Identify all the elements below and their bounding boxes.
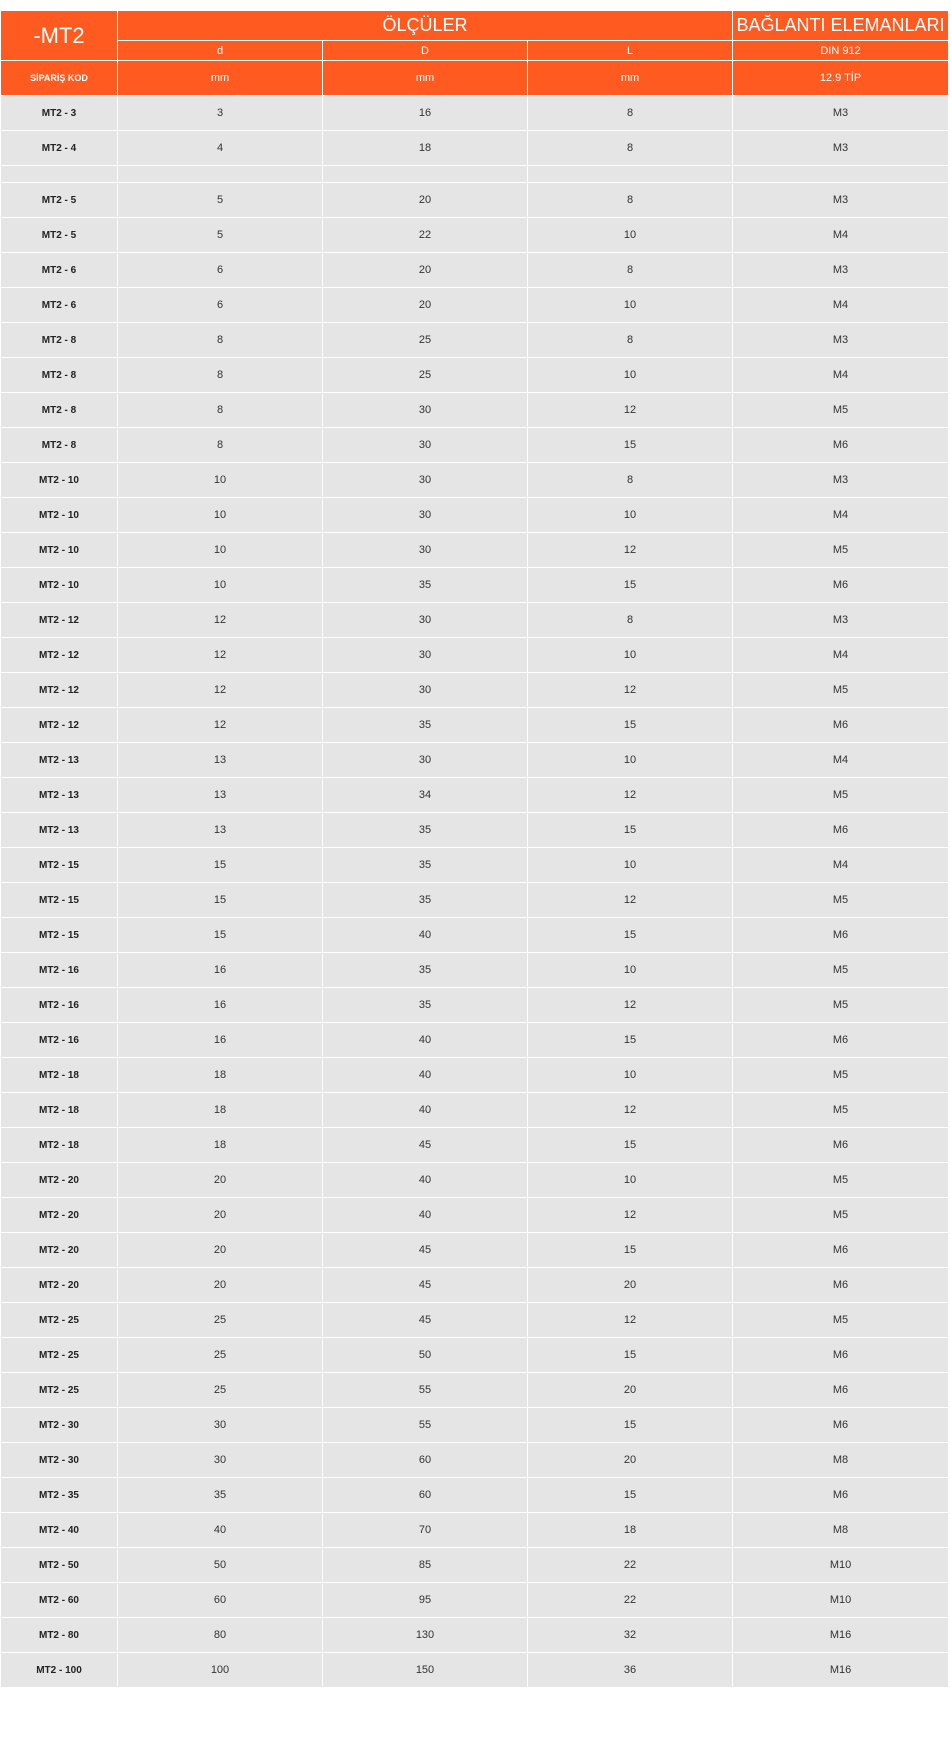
L-value-cell: 22: [528, 1548, 733, 1583]
order-code-cell: MT2 - 15: [1, 883, 118, 918]
bolt-size-cell: M5: [733, 1093, 949, 1128]
L-value-cell: 8: [528, 96, 733, 131]
series-title: -MT2: [1, 11, 118, 61]
d-value-cell: 3: [118, 96, 323, 131]
order-code-cell: MT2 - 20: [1, 1268, 118, 1303]
table-row: [1, 708, 949, 743]
L-value-cell: 10: [528, 638, 733, 673]
spec-table-body: [1, 96, 949, 1688]
D-value-cell: 30: [323, 673, 528, 708]
L-value-cell: 10: [528, 498, 733, 533]
d-value-cell: 20: [118, 1268, 323, 1303]
bolt-size-cell: [733, 166, 949, 183]
order-code-cell: MT2 - 4: [1, 131, 118, 166]
table-row: [1, 1338, 949, 1373]
d-value-cell: 16: [118, 953, 323, 988]
d-value-cell: 5: [118, 183, 323, 218]
d-value-cell: 20: [118, 1233, 323, 1268]
table-row: [1, 218, 949, 253]
bolt-size-cell: M5: [733, 393, 949, 428]
L-value-cell: 10: [528, 1163, 733, 1198]
order-code-cell: MT2 - 12: [1, 603, 118, 638]
D-value-cell: 35: [323, 813, 528, 848]
column-header-D: D: [323, 41, 528, 61]
table-row: [1, 603, 949, 638]
bolt-size-cell: M5: [733, 778, 949, 813]
bolt-size-cell: M5: [733, 988, 949, 1023]
d-value-cell: 12: [118, 603, 323, 638]
table-row: [1, 1408, 949, 1443]
D-value-cell: 150: [323, 1653, 528, 1688]
table-row: [1, 673, 949, 708]
order-code-cell: MT2 - 6: [1, 288, 118, 323]
d-value-cell: 5: [118, 218, 323, 253]
d-value-cell: 50: [118, 1548, 323, 1583]
L-value-cell: 8: [528, 463, 733, 498]
order-code-cell: MT2 - 10: [1, 463, 118, 498]
order-code-cell: MT2 - 8: [1, 393, 118, 428]
bolt-size-cell: M6: [733, 1128, 949, 1163]
L-value-cell: 10: [528, 288, 733, 323]
table-row: [1, 183, 949, 218]
d-value-cell: 12: [118, 708, 323, 743]
d-value-cell: 25: [118, 1303, 323, 1338]
L-value-cell: 20: [528, 1373, 733, 1408]
D-value-cell: 35: [323, 568, 528, 603]
order-code-cell: MT2 - 100: [1, 1653, 118, 1688]
order-code-cell: MT2 - 30: [1, 1408, 118, 1443]
order-code-cell: MT2 - 13: [1, 743, 118, 778]
L-value-cell: 8: [528, 131, 733, 166]
L-value-cell: 15: [528, 568, 733, 603]
D-value-cell: 35: [323, 883, 528, 918]
table-row: [1, 533, 949, 568]
order-code-cell: MT2 - 20: [1, 1163, 118, 1198]
order-code-cell: MT2 - 18: [1, 1128, 118, 1163]
table-row: [1, 253, 949, 288]
L-value-cell: 12: [528, 883, 733, 918]
D-value-cell: 40: [323, 1163, 528, 1198]
order-code-cell: MT2 - 5: [1, 218, 118, 253]
L-value-cell: 12: [528, 778, 733, 813]
bolt-size-cell: M8: [733, 1513, 949, 1548]
D-value-cell: 45: [323, 1128, 528, 1163]
table-row: [1, 131, 949, 166]
bolt-size-cell: M10: [733, 1548, 949, 1583]
D-value-cell: 34: [323, 778, 528, 813]
D-value-cell: 30: [323, 393, 528, 428]
table-row: [1, 1233, 949, 1268]
D-value-cell: 30: [323, 533, 528, 568]
d-value-cell: 10: [118, 568, 323, 603]
bolt-size-cell: M5: [733, 1303, 949, 1338]
D-value-cell: 40: [323, 918, 528, 953]
D-value-cell: 35: [323, 708, 528, 743]
table-row: [1, 1443, 949, 1478]
L-value-cell: 15: [528, 1338, 733, 1373]
order-code-header: SİPARİŞ KOD: [1, 61, 118, 96]
order-code-cell: MT2 - 10: [1, 498, 118, 533]
L-value-cell: 8: [528, 253, 733, 288]
D-value-cell: 50: [323, 1338, 528, 1373]
order-code-cell: MT2 - 30: [1, 1443, 118, 1478]
L-value-cell: 12: [528, 1303, 733, 1338]
table-row: [1, 848, 949, 883]
L-value-cell: 10: [528, 953, 733, 988]
L-value-cell: 36: [528, 1653, 733, 1688]
d-value-cell: 15: [118, 848, 323, 883]
bolt-size-cell: M4: [733, 358, 949, 393]
table-row: [1, 1128, 949, 1163]
D-value-cell: 25: [323, 323, 528, 358]
L-value-cell: 22: [528, 1583, 733, 1618]
unit-header-d: mm: [118, 61, 323, 96]
table-row: [1, 1373, 949, 1408]
order-code-cell: MT2 - 3: [1, 96, 118, 131]
bolt-size-cell: M4: [733, 218, 949, 253]
order-code-cell: MT2 - 15: [1, 848, 118, 883]
d-value-cell: 60: [118, 1583, 323, 1618]
D-value-cell: 30: [323, 498, 528, 533]
table-row: [1, 918, 949, 953]
bolt-size-cell: M6: [733, 1233, 949, 1268]
L-value-cell: 12: [528, 673, 733, 708]
bolt-size-cell: M6: [733, 428, 949, 463]
d-value-cell: 15: [118, 883, 323, 918]
D-value-cell: 18: [323, 131, 528, 166]
order-code-cell: MT2 - 20: [1, 1233, 118, 1268]
table-row: [1, 1478, 949, 1513]
d-value-cell: 6: [118, 288, 323, 323]
table-row: [1, 1653, 949, 1688]
d-value-cell: 8: [118, 393, 323, 428]
d-value-cell: 35: [118, 1478, 323, 1513]
bolt-size-cell: M10: [733, 1583, 949, 1618]
d-value-cell: 16: [118, 988, 323, 1023]
D-value-cell: 30: [323, 428, 528, 463]
order-code-cell: MT2 - 5: [1, 183, 118, 218]
d-value-cell: 40: [118, 1513, 323, 1548]
order-code-cell: MT2 - 50: [1, 1548, 118, 1583]
bolt-size-cell: M5: [733, 533, 949, 568]
column-header-L: L: [528, 41, 733, 61]
bolt-size-cell: M3: [733, 253, 949, 288]
header-row-columns: [1, 41, 949, 61]
order-code-cell: MT2 - 40: [1, 1513, 118, 1548]
d-value-cell: 8: [118, 428, 323, 463]
order-code-cell: MT2 - 12: [1, 673, 118, 708]
D-value-cell: 45: [323, 1233, 528, 1268]
bolt-size-cell: M4: [733, 743, 949, 778]
table-row: [1, 743, 949, 778]
D-value-cell: 60: [323, 1443, 528, 1478]
d-value-cell: 30: [118, 1443, 323, 1478]
table-row: [1, 428, 949, 463]
L-value-cell: 20: [528, 1443, 733, 1478]
d-value-cell: 13: [118, 813, 323, 848]
dimensions-group-header: ÖLÇÜLER: [118, 11, 733, 41]
d-value-cell: 12: [118, 638, 323, 673]
d-value-cell: 10: [118, 498, 323, 533]
bolt-size-cell: M5: [733, 883, 949, 918]
table-row: [1, 1023, 949, 1058]
table-row: [1, 1058, 949, 1093]
d-value-cell: 10: [118, 463, 323, 498]
d-value-cell: 25: [118, 1338, 323, 1373]
L-value-cell: 15: [528, 918, 733, 953]
table-row: [1, 638, 949, 673]
D-value-cell: 25: [323, 358, 528, 393]
table-row: [1, 883, 949, 918]
table-row: [1, 1303, 949, 1338]
L-value-cell: 15: [528, 813, 733, 848]
bolt-size-cell: M3: [733, 463, 949, 498]
bolt-size-cell: M4: [733, 638, 949, 673]
bolt-size-cell: M16: [733, 1618, 949, 1653]
order-code-cell: MT2 - 15: [1, 918, 118, 953]
d-value-cell: 18: [118, 1093, 323, 1128]
table-row: [1, 568, 949, 603]
d-value-cell: [118, 166, 323, 183]
table-row: [1, 1513, 949, 1548]
D-value-cell: 40: [323, 1093, 528, 1128]
bolt-size-cell: M6: [733, 918, 949, 953]
fastener-group-header: BAĞLANTI ELEMANLARI: [733, 11, 949, 41]
bolt-size-cell: M6: [733, 1338, 949, 1373]
bolt-size-cell: M6: [733, 1408, 949, 1443]
order-code-cell: MT2 - 16: [1, 953, 118, 988]
d-value-cell: 12: [118, 673, 323, 708]
order-code-cell: MT2 - 13: [1, 813, 118, 848]
table-row: [1, 323, 949, 358]
L-value-cell: [528, 166, 733, 183]
table-row: [1, 988, 949, 1023]
order-code-cell: MT2 - 25: [1, 1303, 118, 1338]
D-value-cell: [323, 166, 528, 183]
spec-table-header: [1, 11, 949, 96]
bolt-size-cell: M6: [733, 1023, 949, 1058]
D-value-cell: 20: [323, 288, 528, 323]
bolt-size-cell: M3: [733, 131, 949, 166]
d-value-cell: 6: [118, 253, 323, 288]
table-row: [1, 393, 949, 428]
table-row: [1, 1618, 949, 1653]
bolt-size-cell: M6: [733, 708, 949, 743]
L-value-cell: 10: [528, 848, 733, 883]
order-code-cell: MT2 - 13: [1, 778, 118, 813]
L-value-cell: 8: [528, 603, 733, 638]
D-value-cell: 35: [323, 848, 528, 883]
unit-header-L: mm: [528, 61, 733, 96]
bolt-size-cell: M6: [733, 1373, 949, 1408]
table-row: [1, 1198, 949, 1233]
L-value-cell: 12: [528, 1198, 733, 1233]
D-value-cell: 40: [323, 1198, 528, 1233]
D-value-cell: 95: [323, 1583, 528, 1618]
bolt-size-cell: M5: [733, 1198, 949, 1233]
L-value-cell: 10: [528, 743, 733, 778]
bolt-size-cell: M5: [733, 953, 949, 988]
table-row: [1, 358, 949, 393]
D-value-cell: 20: [323, 253, 528, 288]
table-spacer-row: [1, 166, 949, 183]
table-row: [1, 1093, 949, 1128]
d-value-cell: 16: [118, 1023, 323, 1058]
L-value-cell: 10: [528, 1058, 733, 1093]
D-value-cell: 30: [323, 743, 528, 778]
table-row: [1, 953, 949, 988]
table-row: [1, 96, 949, 131]
D-value-cell: 35: [323, 953, 528, 988]
D-value-cell: 45: [323, 1303, 528, 1338]
order-code-cell: MT2 - 16: [1, 988, 118, 1023]
L-value-cell: 10: [528, 218, 733, 253]
bolt-size-cell: M5: [733, 673, 949, 708]
order-code-cell: MT2 - 18: [1, 1058, 118, 1093]
order-code-cell: MT2 - 16: [1, 1023, 118, 1058]
table-row: [1, 778, 949, 813]
bolt-size-cell: M8: [733, 1443, 949, 1478]
d-value-cell: 30: [118, 1408, 323, 1443]
order-code-cell: [1, 166, 118, 183]
order-code-cell: MT2 - 60: [1, 1583, 118, 1618]
D-value-cell: 20: [323, 183, 528, 218]
D-value-cell: 85: [323, 1548, 528, 1583]
table-row: [1, 813, 949, 848]
d-value-cell: 4: [118, 131, 323, 166]
order-code-cell: MT2 - 80: [1, 1618, 118, 1653]
bolt-size-cell: M3: [733, 183, 949, 218]
L-value-cell: 10: [528, 358, 733, 393]
order-code-cell: MT2 - 6: [1, 253, 118, 288]
bolt-size-cell: M5: [733, 1163, 949, 1198]
order-code-cell: MT2 - 10: [1, 568, 118, 603]
order-code-cell: MT2 - 12: [1, 708, 118, 743]
bolt-size-cell: M6: [733, 568, 949, 603]
L-value-cell: 15: [528, 1023, 733, 1058]
L-value-cell: 15: [528, 1478, 733, 1513]
bolt-size-cell: M4: [733, 848, 949, 883]
L-value-cell: 32: [528, 1618, 733, 1653]
D-value-cell: 55: [323, 1373, 528, 1408]
unit-header-D: mm: [323, 61, 528, 96]
L-value-cell: 12: [528, 533, 733, 568]
D-value-cell: 16: [323, 96, 528, 131]
table-row: [1, 1268, 949, 1303]
order-code-cell: MT2 - 20: [1, 1198, 118, 1233]
L-value-cell: 15: [528, 708, 733, 743]
L-value-cell: 15: [528, 1233, 733, 1268]
d-value-cell: 8: [118, 323, 323, 358]
d-value-cell: 13: [118, 778, 323, 813]
L-value-cell: 20: [528, 1268, 733, 1303]
bolt-size-cell: M3: [733, 323, 949, 358]
D-value-cell: 35: [323, 988, 528, 1023]
order-code-cell: MT2 - 10: [1, 533, 118, 568]
order-code-cell: MT2 - 8: [1, 323, 118, 358]
bolt-size-cell: M3: [733, 603, 949, 638]
order-code-cell: MT2 - 25: [1, 1373, 118, 1408]
D-value-cell: 30: [323, 638, 528, 673]
L-value-cell: 8: [528, 323, 733, 358]
d-value-cell: 20: [118, 1163, 323, 1198]
D-value-cell: 70: [323, 1513, 528, 1548]
spec-table-container: [0, 10, 948, 1688]
L-value-cell: 15: [528, 428, 733, 463]
fastener-type-header: 12.9 TİP: [733, 61, 949, 96]
d-value-cell: 25: [118, 1373, 323, 1408]
L-value-cell: 8: [528, 183, 733, 218]
header-row-groups: [1, 11, 949, 41]
bolt-size-cell: M6: [733, 813, 949, 848]
d-value-cell: 20: [118, 1198, 323, 1233]
order-code-cell: MT2 - 18: [1, 1093, 118, 1128]
bolt-size-cell: M6: [733, 1478, 949, 1513]
d-value-cell: 100: [118, 1653, 323, 1688]
D-value-cell: 40: [323, 1058, 528, 1093]
d-value-cell: 15: [118, 918, 323, 953]
d-value-cell: 8: [118, 358, 323, 393]
spec-table: [0, 10, 949, 1688]
order-code-cell: MT2 - 8: [1, 358, 118, 393]
fastener-standard-header: DIN 912: [733, 41, 949, 61]
D-value-cell: 30: [323, 603, 528, 638]
D-value-cell: 45: [323, 1268, 528, 1303]
order-code-cell: MT2 - 35: [1, 1478, 118, 1513]
order-code-cell: MT2 - 25: [1, 1338, 118, 1373]
bolt-size-cell: M5: [733, 1058, 949, 1093]
header-row-units: [1, 61, 949, 96]
L-value-cell: 12: [528, 1093, 733, 1128]
table-row: [1, 1548, 949, 1583]
order-code-cell: MT2 - 12: [1, 638, 118, 673]
D-value-cell: 22: [323, 218, 528, 253]
d-value-cell: 18: [118, 1128, 323, 1163]
L-value-cell: 12: [528, 988, 733, 1023]
D-value-cell: 40: [323, 1023, 528, 1058]
D-value-cell: 130: [323, 1618, 528, 1653]
bolt-size-cell: M6: [733, 1268, 949, 1303]
table-row: [1, 288, 949, 323]
L-value-cell: 12: [528, 393, 733, 428]
d-value-cell: 10: [118, 533, 323, 568]
d-value-cell: 18: [118, 1058, 323, 1093]
L-value-cell: 15: [528, 1128, 733, 1163]
L-value-cell: 15: [528, 1408, 733, 1443]
d-value-cell: 13: [118, 743, 323, 778]
column-header-d: d: [118, 41, 323, 61]
table-row: [1, 1583, 949, 1618]
D-value-cell: 55: [323, 1408, 528, 1443]
D-value-cell: 60: [323, 1478, 528, 1513]
D-value-cell: 30: [323, 463, 528, 498]
bolt-size-cell: M4: [733, 288, 949, 323]
bolt-size-cell: M3: [733, 96, 949, 131]
table-row: [1, 1163, 949, 1198]
order-code-cell: MT2 - 8: [1, 428, 118, 463]
bolt-size-cell: M4: [733, 498, 949, 533]
L-value-cell: 18: [528, 1513, 733, 1548]
table-row: [1, 463, 949, 498]
table-row: [1, 498, 949, 533]
d-value-cell: 80: [118, 1618, 323, 1653]
bolt-size-cell: M16: [733, 1653, 949, 1688]
